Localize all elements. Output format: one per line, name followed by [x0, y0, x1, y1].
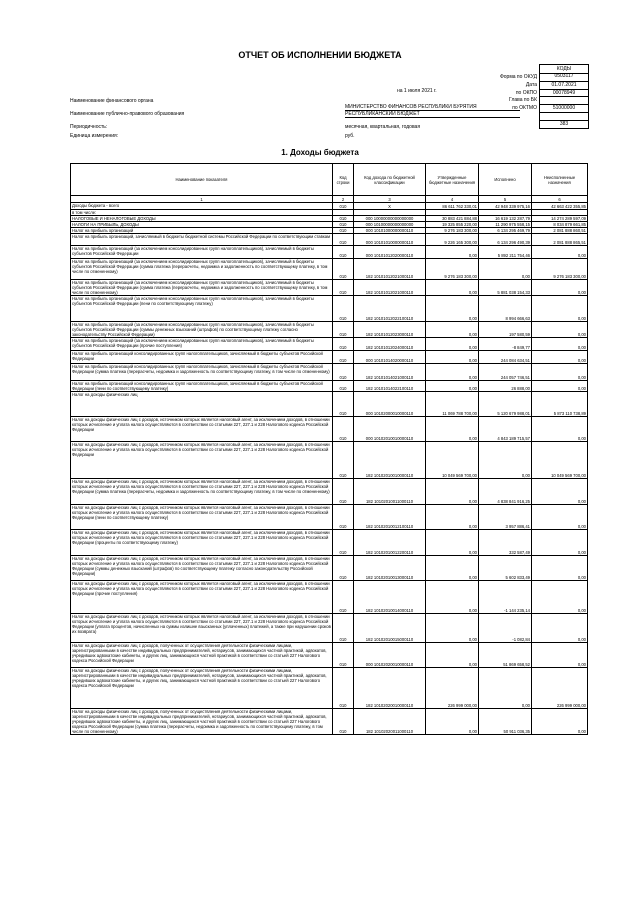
row-unexecuted: 0,00: [532, 246, 588, 259]
row-income-code: 000 10102010010000110: [354, 417, 426, 442]
row-unexecuted: 0,00: [532, 280, 588, 296]
row-approved: 86 611 762 330,01: [426, 203, 479, 210]
row-executed: -1 082,84: [479, 614, 532, 643]
meta-finorgan-value: МИНИСТЕРСТВО ФИНАНСОВ РЕСПУБЛИКИ БУРЯТИЯ: [345, 104, 477, 110]
row-line-code: 010: [333, 417, 354, 442]
row-executed: 42 948 339 975,16: [479, 203, 532, 210]
row-name: Налог на доходы физических лиц с доходов, источником которых является налоговый агент, за исключением доходов, в отношении которых исчисление и уплата налога осуществляются в соответствии со статьями 227, 227.1 и 228 Налогового кодекса Российской Федерации (пени по соответствующему платежу): [71, 505, 333, 530]
code-label: Форма по ОКУД: [499, 74, 537, 80]
row-name: Налог на доходы физических лиц с доходов, полученных от осуществления деятельности физическими лицами, зарегистрированными в качестве индивидуальных предпринимателей, нотариусов, занимающихся частной практикой, адвокатов, учредивших адвокатские кабинеты, и других лиц, занимающихся частной практикой в соответствии со статьей 227 Налогового кодекса Российской Федерации (сумма платежа (перерасчеты, недоимка и задолженность по соответствующему платежу, в том числе по отмененному): [71, 709, 333, 735]
code-label: Дата: [525, 81, 537, 88]
row-executed: 244 057 746,51: [479, 364, 532, 381]
row-executed: -1 144 235,14: [479, 581, 532, 614]
row-income-code: 182 10101014021000110: [354, 364, 426, 381]
row-name: Налог на доходы физических лиц: [71, 392, 333, 417]
row-unexecuted: 8 034 879 661,85: [532, 222, 588, 228]
row-unexecuted: 14 274 289 597,09: [532, 216, 588, 222]
row-approved: 30 883 421 884,88: [426, 216, 479, 222]
row-line-code: 010: [333, 203, 354, 210]
meta-underline: [345, 117, 520, 118]
row-line-code: 010: [333, 614, 354, 643]
row-name: НАЛОГИ НА ПРИБЫЛЬ, ДОХОДЫ: [71, 222, 333, 228]
row-executed: 6 134 295 469,79: [479, 228, 532, 234]
row-income-code: 182 10102010014000110: [354, 581, 426, 614]
row-approved: 9 226 165 300,00: [426, 234, 479, 246]
row-line-code: 010: [333, 556, 354, 581]
meta-unit-label: Единица измерения:: [70, 133, 119, 139]
row-unexecuted: 0,00: [532, 338, 588, 351]
row-approved: 0,00: [426, 381, 479, 392]
table-row: [71, 296, 588, 322]
code-label: по ОКТМО: [512, 105, 537, 112]
row-unexecuted: 0,00: [532, 364, 588, 381]
row-executed: 244 084 634,51: [479, 351, 532, 364]
row-unexecuted: 226 999 000,00: [532, 668, 588, 709]
table-row: [71, 581, 588, 614]
col-number: 3: [354, 196, 426, 203]
row-approved: 0,00: [426, 581, 479, 614]
row-name: Доходы бюджета - всего: [71, 203, 333, 210]
row-income-code: 000 10101010000000110: [354, 234, 426, 246]
row-name: Налог на прибыль организаций (за исключением консолидированных групп налогоплательщиков), зачисляемый в бюджеты субъектов Российской Федерации (прочие поступления): [71, 338, 333, 351]
row-executed: 50 911 036,35: [479, 709, 532, 735]
row-line-code: 010: [333, 338, 354, 351]
meta-unit-value: руб.: [345, 133, 355, 139]
row-executed: 5 602 833,49: [479, 556, 532, 581]
row-name: Налог на доходы физических лиц с доходов, источником которых является налоговый агент, за исключением доходов, в отношении которых исчисление и уплата налога осуществляются в соответствии со статьями 227, 227.1 и 228 Налогового кодекса Российской Федерации (проценты по соответствующему платежу): [71, 530, 333, 556]
row-executed: 5 892 211 754,46: [479, 246, 532, 259]
row-name: Налог на прибыль организаций (за исключением консолидированных групп налогоплательщиков), зачисляемый в бюджеты субъектов Российской Федерации: [71, 246, 333, 259]
table-row: [71, 322, 588, 338]
table-row: [71, 381, 588, 392]
table-row: [71, 246, 588, 259]
row-income-code: 182 10101012022100110: [354, 296, 426, 322]
table-row: [71, 668, 588, 709]
row-approved: 0,00: [426, 643, 479, 668]
row-income-code: 000 10101012020000110: [354, 246, 426, 259]
row-unexecuted: 2 081 888 865,51: [532, 234, 588, 246]
code-label: по ОКПО: [515, 89, 537, 96]
table-row: [71, 203, 588, 210]
row-name: Налог на прибыль организаций, зачисляемый в бюджеты бюджетной системы Российской Федерации по соответствующим ставкам: [71, 234, 333, 246]
row-approved: 19 325 855 220,00: [426, 222, 479, 228]
row-line-code: 010: [333, 668, 354, 709]
meta-entity-value: РЕСПУБЛИКАНСКИЙ БЮДЖЕТ: [345, 111, 420, 117]
table-row: [71, 556, 588, 581]
col-number: 1: [71, 196, 333, 203]
row-income-code: 182 10102010011000110: [354, 479, 426, 505]
row-name: Налог на доходы физических лиц с доходов, источником которых является налоговый агент, за исключением доходов, в отношении которых исчисление и уплата налога осуществляются в соответствии со статьями 227, 227.1 и 228 Налогового кодекса Российской Федерации: [71, 417, 333, 442]
row-approved: 226 999 000,00: [426, 668, 479, 709]
row-approved: 0,00: [426, 530, 479, 556]
row-income-code: 182 10102010012100110: [354, 505, 426, 530]
codes-header: КОДЫ: [539, 64, 589, 74]
row-unexecuted: 0,00: [532, 556, 588, 581]
row-income-code: 182 10102010010000110: [354, 442, 426, 479]
row-executed: 332 587,49: [479, 530, 532, 556]
table-row: [71, 364, 588, 381]
code-value: 383: [540, 120, 588, 128]
row-approved: 0,00: [426, 556, 479, 581]
table-row: [71, 505, 588, 530]
row-unexecuted: 42 663 422 355,85: [532, 203, 588, 210]
row-unexecuted: 0,00: [532, 614, 588, 643]
row-executed: 5 120 679 988,01: [479, 392, 532, 417]
row-executed: 4 843 189 715,57: [479, 417, 532, 442]
row-unexecuted: 0,00: [532, 581, 588, 614]
row-income-code: 182 10101012024000110: [354, 338, 426, 351]
row-line-code: 010: [333, 381, 354, 392]
row-approved: 9 276 183 300,00: [426, 228, 479, 234]
row-name: Налог на доходы физических лиц с доходов, источником которых является налоговый агент, за исключением доходов, в отношении которых исчисление и уплата налога осуществляются в соответствии со статьями 227, 227.1 и 228 Налогового кодекса Российской Федерации (сумма платежа (перерасчеты, недоимка и задолженность по соответствующему платежу, в том числе по отмененному): [71, 479, 333, 505]
row-unexecuted: 10 049 569 700,00: [532, 442, 588, 479]
row-executed: 16 619 132 287,79: [479, 216, 532, 222]
report-date: на 1 июля 2021 г.: [397, 88, 437, 94]
row-unexecuted: 0,00: [532, 351, 588, 364]
row-executed: 4 838 841 916,25: [479, 479, 532, 505]
meta-entity-label: Наименование публично-правового образования: [70, 111, 185, 117]
row-name: НАЛОГОВЫЕ И НЕНАЛОГОВЫЕ ДОХОДЫ: [71, 216, 333, 222]
row-executed: 0,00: [479, 259, 532, 280]
table-row: [71, 417, 588, 442]
row-line-code: 010: [333, 322, 354, 338]
code-value: [540, 96, 588, 104]
row-line-code: 010: [333, 216, 354, 222]
row-approved: 0,00: [426, 338, 479, 351]
row-income-code: 182 10101012021000110: [354, 280, 426, 296]
row-line-code: 010: [333, 479, 354, 505]
row-name: Налог на прибыль организаций консолидированных групп налогоплательщиков, зачисляемый в бюджеты субъектов Российской Федерации (сумма платежа (перерасчеты, недоимка и задолженность по соответствующему платежу, в том числе по отмененному): [71, 364, 333, 381]
header-name: Наименование показателя: [71, 164, 333, 196]
report-title: ОТЧЕТ ОБ ИСПОЛНЕНИИ БЮДЖЕТА: [238, 50, 402, 60]
row-name: Налог на прибыль организаций (за исключением консолидированных групп налогоплательщиков), зачисляемый в бюджеты субъектов Российской Федерации (сумма платежа (перерасчеты, недоимка и задолженность по соответствующему платежу, в том числе по отмененному): [71, 280, 333, 296]
row-line-code: 010: [333, 364, 354, 381]
section-title: 1. Доходы бюджета: [281, 148, 359, 157]
meta-finorgan-label: Наименование финансового органа: [70, 98, 154, 104]
row-line-code: 010: [333, 643, 354, 668]
row-income-code: 000 10101000000000110: [354, 228, 426, 234]
row-approved: 0,00: [426, 479, 479, 505]
table-row: [71, 392, 588, 417]
row-executed: 5 881 038 154,33: [479, 280, 532, 296]
header-executed: Исполнено: [479, 164, 532, 196]
header-line-code: Код строки: [333, 164, 354, 196]
row-executed: 3 957 886,41: [479, 505, 532, 530]
header-approved: Утвержденные бюджетные назначения: [426, 164, 479, 196]
table-row: [71, 234, 588, 246]
meta-period-label: Периодичность:: [70, 124, 108, 130]
row-income-code: 000 10102000010000110: [354, 392, 426, 417]
table-row: [71, 530, 588, 556]
row-approved: 0,00: [426, 351, 479, 364]
row-income-code: 182 10102020011000110: [354, 709, 426, 735]
row-name: Налог на прибыль организаций (за исключением консолидированных групп налогоплательщиков), зачисляемый в бюджеты субъектов Российской Федерации (суммы денежных взысканий (штрафов) по соответствующему платежу согласно законодательству Российской Федерации): [71, 322, 333, 338]
row-line-code: 010: [333, 530, 354, 556]
row-approved: 0,00: [426, 322, 479, 338]
row-unexecuted: 0,00: [532, 505, 588, 530]
code-value: 01.07.2021: [540, 81, 588, 89]
row-executed: 197 580,59: [479, 322, 532, 338]
table-header-row: [71, 164, 588, 196]
col-number: 5: [479, 196, 532, 203]
table-row: [71, 709, 588, 735]
row-approved: 10 049 569 700,00: [426, 442, 479, 479]
row-name: Налог на доходы физических лиц с доходов, полученных от осуществления деятельности физическими лицами, зарегистрированными в качестве индивидуальных предпринимателей, нотариусов, занимающихся частной практикой, адвокатов, учредивших адвокатские кабинеты, и других лиц, занимающихся частной практикой в соответствии со статьей 227 Налогового кодекса Российской Федерации: [71, 643, 333, 668]
row-executed: 0,00: [479, 442, 532, 479]
row-approved: 9 276 183 300,00: [426, 259, 479, 280]
row-line-code: 010: [333, 505, 354, 530]
income-table: [70, 163, 588, 735]
row-name: Налог на прибыль организаций (за исключением консолидированных групп налогоплательщиков), зачисляемый в бюджеты субъектов Российской Федерации (сумма платежа (перерасчеты, недоимка и задолженность по соответствующему платежу, в том числе по отмененному): [71, 259, 333, 280]
col-number: 6: [532, 196, 588, 203]
row-executed: -8 849,77: [479, 338, 532, 351]
row-name: Налог на доходы физических лиц с доходов, источником которых является налоговый агент, за исключением доходов, в отношении которых исчисление и уплата налога осуществляются в соответствии со статьями 227, 227.1 и 228 Налогового кодекса Российской Федерации: [71, 442, 333, 479]
row-line-code: 010: [333, 709, 354, 735]
row-unexecuted: 0,00: [532, 530, 588, 556]
row-income-code: 000 10102020010000110: [354, 643, 426, 668]
row-income-code: 182 10102010015000110: [354, 614, 426, 643]
table-row: [71, 280, 588, 296]
row-unexecuted: 0,00: [532, 296, 588, 322]
row-line-code: 010: [333, 246, 354, 259]
header-income-code: Код дохода по бюджетной классификации: [354, 164, 426, 196]
table-row: [71, 259, 588, 280]
row-income-code: 000 10101014020000110: [354, 351, 426, 364]
row-line-code: 010: [333, 581, 354, 614]
row-line-code: 010: [333, 351, 354, 364]
row-line-code: 010: [333, 280, 354, 296]
col-number: 2: [333, 196, 354, 203]
row-name: Налог на прибыль организаций консолидированных групп налогоплательщиков, зачисляемый в бюджеты субъектов Российской Федерации (пени по соответствующему платежу): [71, 381, 333, 392]
row-line-code: 010: [333, 392, 354, 417]
row-income-code: 182 10102020010000110: [354, 668, 426, 709]
code-value: 0503117: [554, 73, 574, 79]
row-executed: 11 290 975 558,15: [479, 222, 532, 228]
row-approved: 0,00: [426, 364, 479, 381]
code-value: 00078949: [540, 89, 588, 97]
table-row: [71, 338, 588, 351]
row-unexecuted: 5 873 110 738,89: [532, 392, 588, 417]
row-approved: 0,00: [426, 505, 479, 530]
row-unexecuted: 0,00: [532, 709, 588, 735]
table-colnum-row: [71, 196, 588, 203]
row-executed: 26 888,00: [479, 381, 532, 392]
row-name: Налог на прибыль организаций (за исключением консолидированных групп налогоплательщиков), зачисляемый в бюджеты субъектов Российской Федерации (пени по соответствующему платежу): [71, 296, 333, 322]
row-unexecuted: 9 276 183 300,00: [532, 259, 588, 280]
row-approved: 11 069 788 700,00: [426, 392, 479, 417]
row-name: в том числе:: [71, 210, 333, 216]
table-row: [71, 643, 588, 668]
row-line-code: 010: [333, 222, 354, 228]
row-name: Налог на доходы физических лиц с доходов, источником которых является налоговый агент, за исключением доходов, в отношении которых исчисление и уплата налога осуществляются в соответствии со статьями 227, 227.1 и 228 Налогового кодекса Российской Федерации (уплата процентов, начисленных на суммы излишне взысканных (уплаченных) платежей, а также при нарушении сроков их возврата): [71, 614, 333, 643]
row-unexecuted: 0,00: [532, 381, 588, 392]
row-name: Налог на прибыль организаций: [71, 228, 333, 234]
meta-period-value: месячная, квартальная, годовая: [345, 124, 421, 130]
row-unexecuted: 0,00: [532, 322, 588, 338]
table-row: [71, 479, 588, 505]
table-row: [71, 351, 588, 364]
row-unexecuted: 0,00: [532, 417, 588, 442]
row-line-code: 010: [333, 259, 354, 280]
code-label: Глава по БК: [509, 97, 537, 104]
row-approved: 0,00: [426, 246, 479, 259]
table-row: [71, 442, 588, 479]
codes-box: [539, 73, 589, 129]
row-executed: 51 869 658,52: [479, 643, 532, 668]
row-name: Налог на прибыль организаций консолидированных групп налогоплательщиков, зачисляемый в бюджеты субъектов Российской Федерации: [71, 351, 333, 364]
row-unexecuted: 2 081 888 860,51: [532, 228, 588, 234]
row-income-code: 000 10100000000000000: [354, 222, 426, 228]
row-approved: 0,00: [426, 296, 479, 322]
row-name: Налог на доходы физических лиц с доходов, источником которых является налоговый агент, за исключением доходов, в отношении которых исчисление и уплата налога осуществляются в соответствии со статьями 227, 227.1 и 228 Налогового кодекса Российской Федерации (суммы денежных взысканий (штрафов) по соответствующему платежу согласно законодательству Российской Федерации): [71, 556, 333, 581]
row-income-code: 182 10102010013000110: [354, 556, 426, 581]
row-income-code: 182 10101014022100110: [354, 381, 426, 392]
header-unexecuted: Неисполненные назначения: [532, 164, 588, 196]
row-line-code: 010: [333, 296, 354, 322]
row-income-code: X: [354, 203, 426, 210]
table-row: [71, 614, 588, 643]
row-executed: 8 994 666,63: [479, 296, 532, 322]
row-executed: 6 134 296 490,39: [479, 234, 532, 246]
row-name: Налог на доходы физических лиц с доходов, полученных от осуществления деятельности физическими лицами, зарегистрированными в качестве индивидуальных предпринимателей, нотариусов, занимающихся частной практикой, адвокатов, учредивших адвокатские кабинеты, и других лиц, занимающихся частной практикой в соответствии со статьей 227 Налогового кодекса Российской Федерации: [71, 668, 333, 709]
row-line-code: 010: [333, 228, 354, 234]
code-value: 51000000: [540, 104, 588, 112]
row-line-code: 010: [333, 234, 354, 246]
row-line-code: 010: [333, 442, 354, 479]
row-approved: 0,00: [426, 709, 479, 735]
row-name: Налог на доходы физических лиц с доходов, источником которых является налоговый агент, за исключением доходов, в отношении которых исчисление и уплата налога осуществляются в соответствии со статьями 227, 227.1 и 228 Налогового кодекса Российской Федерации (прочие поступления): [71, 581, 333, 614]
row-unexecuted: 0,00: [532, 479, 588, 505]
row-executed: 0,00: [479, 668, 532, 709]
row-income-code: 182 10101012023000110: [354, 322, 426, 338]
col-number: 4: [426, 196, 479, 203]
row-income-code: 182 10102010012200110: [354, 530, 426, 556]
row-unexecuted: 0,00: [532, 643, 588, 668]
row-approved: 0,00: [426, 280, 479, 296]
row-income-code: 182 10101012021000110: [354, 259, 426, 280]
row-approved: 0,00: [426, 614, 479, 643]
row-approved: 0,00: [426, 417, 479, 442]
code-value: [540, 112, 588, 120]
row-income-code: 000 10000000000000000: [354, 216, 426, 222]
